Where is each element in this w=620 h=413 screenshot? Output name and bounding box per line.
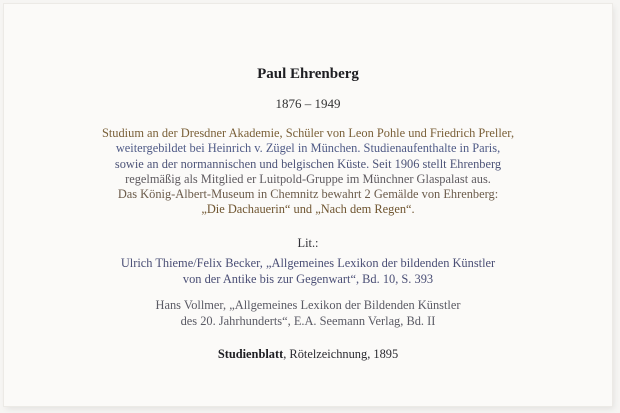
reference-line: von der Antike bis zur Gegenwart“, Bd. 10, S. 393 [182,271,434,286]
biography-line: regelmäßig als Mitglied er Luitpold-Gruppe im Münchner Glaspalast aus. [125,171,491,186]
literature-reference [24,298,592,329]
reference-line: des 20. Jahrhunderts“, E.A. Seemann Verlag, Bd. II [180,313,436,328]
reference-line: Ulrich Thieme/Felix Becker, „Allgemeines Lexikon der bildenden Künstler [120,256,496,270]
biography-line: Das König-Albert-Museum in Chemnitz bewahrt 2 Gemälde von Ehrenberg: [117,187,499,202]
life-dates: 1876 – 1949 [275,96,341,111]
artwork-caption [4,347,612,362]
biography-line: weitergebildet bei Heinrich v. Zügel in München. Studienaufenthalte in Paris, [115,141,501,156]
reference-line: Hans Vollmer, „Allgemeines Lexikon der Bildenden Künstler [155,298,461,312]
description-card [4,4,612,406]
biography-line: sowie an der normannischen und belgischen Küste. Seit 1906 stellt Ehrenberg [114,156,502,171]
biography-line: Studium an der Dresdner Akademie, Schüler von Leon Pohle und Friedrich Preller, [101,126,515,140]
biography-paragraph [34,126,582,218]
biography-line: „Die Dachauerin“ und „Nach dem Regen“. [201,202,415,217]
artwork-type: Studienblatt [217,347,284,361]
artwork-details: , Rötelzeichnung, 1895 [283,347,399,361]
literature-reference [24,256,592,287]
literature-heading: Lit.: [297,236,319,250]
artist-name: Paul Ehrenberg [257,66,359,82]
